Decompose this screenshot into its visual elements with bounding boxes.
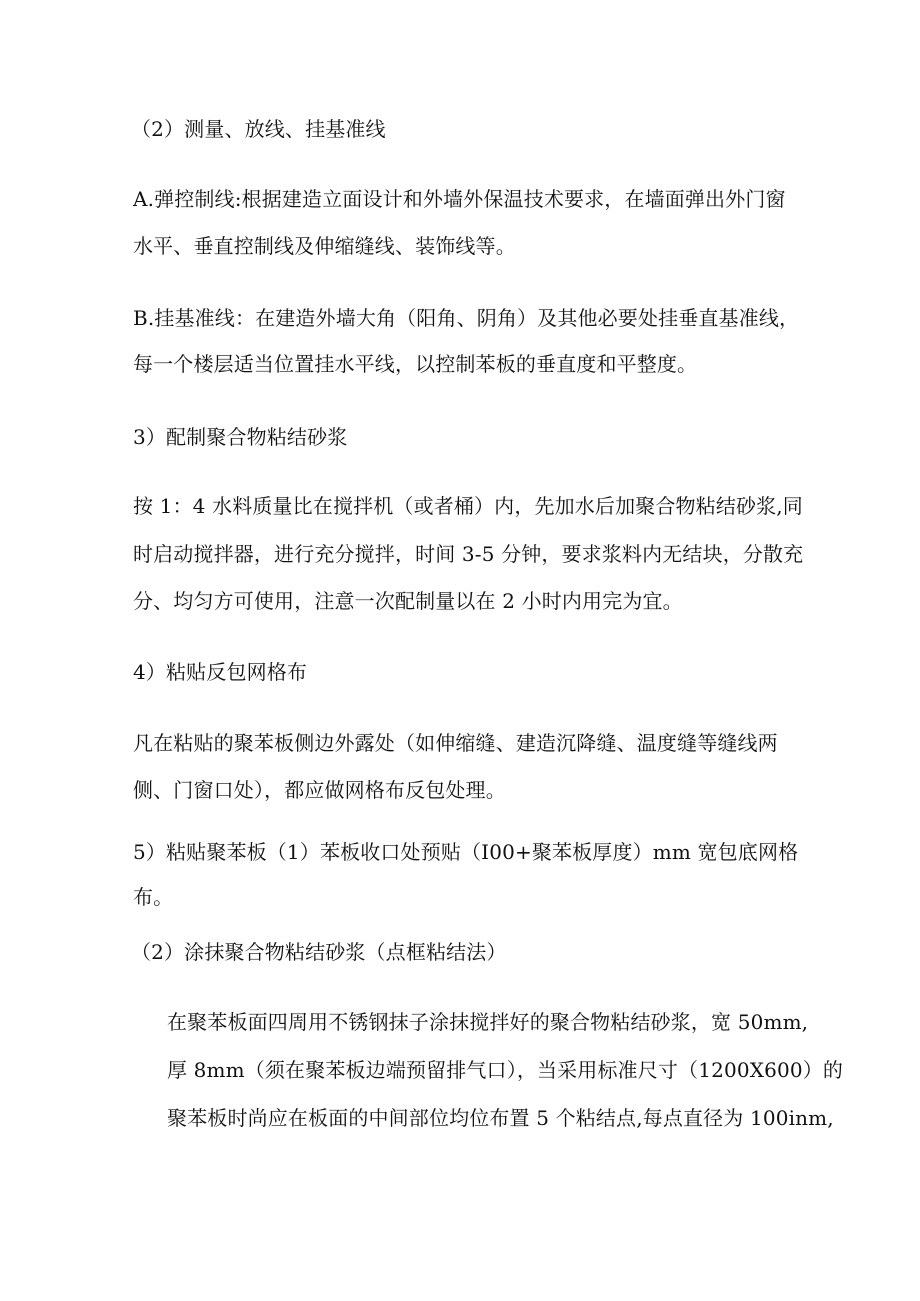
section-heading-board-continued: 布。 — [133, 885, 174, 909]
section-heading-board: 5）粘贴聚苯板（1）苯板收口处预贴（I00+聚苯板厚度）mm 宽包底网格 — [133, 840, 799, 864]
paragraph-mortar-line-3: 分、均匀方可使用，注意一次配制量以在 2 小时内用完为宜。 — [133, 589, 683, 613]
paragraph-b-line-2: 每一个楼层适当位置挂水平线，以控制苯板的垂直度和平整度。 — [133, 352, 698, 376]
section-heading-measure: （2）测量、放线、挂基准线 — [131, 117, 386, 141]
paragraph-b-line-1: B.挂基准线：在建造外墙大角（阳角、阴角）及其他必要处挂垂直基准线， — [133, 306, 800, 330]
paragraph-a-line-1: A.弹控制线:根据建造立面设计和外墙外保温技术要求，在墙面弹出外门窗 — [133, 187, 786, 211]
paragraph-mesh-line-1: 凡在粘贴的聚苯板侧边外露处（如伸缩缝、建造沉降缝、温度缝等缝线两 — [133, 731, 778, 755]
paragraph-a-line-2: 水平、垂直控制线及伸缩缝线、装饰线等。 — [133, 234, 516, 258]
section-heading-coating: （2）涂抹聚合物粘结砂浆（点框粘结法） — [131, 940, 507, 964]
paragraph-mortar-line-1: 按 1：4 水料质量比在搅拌机（或者桶）内，先加水后加聚合物粘结砂浆,同 — [133, 494, 803, 518]
paragraph-coating-line-1: 在聚苯板面四周用不锈钢抹子涂抹搅拌好的聚合物粘结砂浆，宽 50mm, — [167, 1010, 809, 1034]
paragraph-coating-line-3: 聚苯板时尚应在板面的中间部位均位布置 5 个粘结点,每点直径为 100inm, — [167, 1106, 834, 1130]
section-heading-mesh: 4）粘贴反包网格布 — [133, 660, 308, 684]
paragraph-mortar-line-2: 时启动搅拌器，进行充分搅拌，时间 3-5 分钟，要求浆料内无结块，分散充 — [133, 542, 804, 566]
section-heading-mortar: 3）配制聚合物粘结砂浆 — [133, 425, 348, 449]
paragraph-coating-line-2: 厚 8mm（须在聚苯板边端预留排气口），当采用标准尺寸（1200X600）的 — [167, 1058, 844, 1082]
paragraph-mesh-line-2: 侧、门窗口处），都应做网格布反包处理。 — [133, 778, 506, 802]
